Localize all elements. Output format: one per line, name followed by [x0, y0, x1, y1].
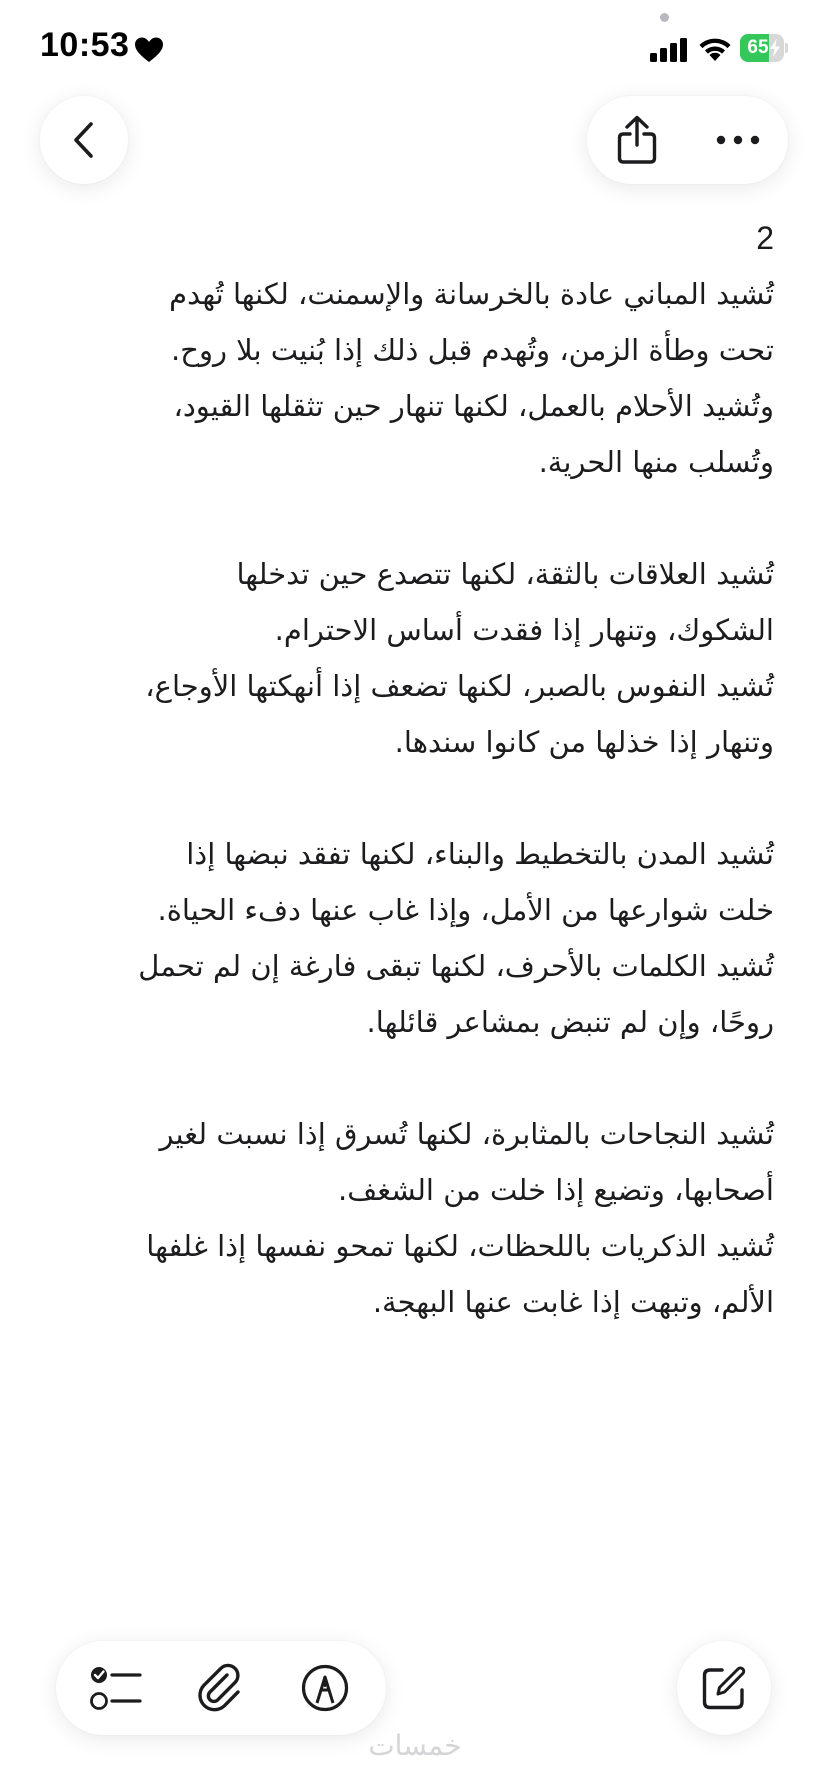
attachment-button[interactable] — [174, 1641, 268, 1735]
note-line: تُشيد الكلمات بالأحرف، لكنها تبقى فارغة إن لم تحمل — [138, 949, 774, 983]
status-bar — [0, 0, 828, 100]
compose-button[interactable] — [677, 1641, 771, 1735]
note-lines — [70, 266, 774, 1330]
status-time: 10:53 — [40, 26, 130, 64]
battery-cap — [785, 43, 788, 53]
note-line: تُشيد المدن بالتخطيط والبناء، لكنها تفقد نبضها إذا — [186, 837, 774, 871]
note-blank-line — [70, 490, 774, 546]
checklist-button[interactable] — [70, 1641, 164, 1735]
heart-icon — [134, 36, 164, 64]
note-line: روحًا، وإن لم تنبض بمشاعر قائلها. — [366, 1005, 774, 1039]
note-line: وتُشيد الأحلام بالعمل، لكنها تنهار حين تثقلها القيود، — [173, 389, 774, 423]
note-number-line: 2 — [756, 220, 774, 256]
note-line: تُشيد الذكريات باللحظات، لكنها تمحو نفسها إذا غلفها — [146, 1229, 774, 1263]
note-line: وتنهار إذا خذلها من كانوا سندها. — [394, 725, 774, 759]
note-line: تُشيد العلاقات بالثقة، لكنها تتصدع حين تدخلها — [236, 557, 774, 591]
note-line: الألم، وتبهت إذا غابت عنها البهجة. — [372, 1285, 774, 1319]
note-line: تحت وطأة الزمن، وتُهدم قبل ذلك إذا بُنيت بلا روح. — [171, 333, 774, 367]
ellipsis-icon — [716, 135, 760, 145]
battery-indicator — [740, 34, 788, 62]
note-line: تُشيد المباني عادة بالخرسانة والإسمنت، لكنها تُهدم — [169, 277, 774, 311]
camera-indicator-dot — [660, 13, 669, 22]
cellular-signal-icon — [650, 38, 690, 62]
compose-icon — [700, 1664, 748, 1712]
bottom-toolbar — [56, 1641, 386, 1735]
note-blank-line — [70, 1050, 774, 1106]
more-button[interactable] — [694, 96, 782, 184]
battery-body — [740, 34, 784, 62]
markup-button[interactable] — [278, 1641, 372, 1735]
share-icon — [615, 115, 659, 165]
note-blank-line — [70, 770, 774, 826]
note-line: وتُسلب منها الحرية. — [538, 445, 774, 479]
note-line: أصحابها، وتضيع إذا خلت من الشغف. — [337, 1173, 774, 1207]
note-line: الشكوك، وتنهار إذا فقدت أساس الاحترام. — [274, 613, 774, 647]
back-button[interactable] — [40, 96, 128, 184]
note-line: تُشيد النجاحات بالمثابرة، لكنها تُسرق إذا نسبت لغير — [159, 1117, 774, 1151]
chevron-left-icon — [70, 120, 98, 160]
nav-actions-group — [587, 96, 788, 184]
note-line: تُشيد النفوس بالصبر، لكنها تضعف إذا أنهكتها الأوجاع، — [145, 669, 774, 703]
battery-level: 65 — [747, 37, 769, 58]
watermark: خمسات — [368, 1729, 462, 1762]
pen-markup-icon — [300, 1663, 350, 1713]
paperclip-icon — [196, 1663, 246, 1713]
share-button[interactable] — [593, 96, 681, 184]
checklist-icon — [90, 1664, 144, 1712]
charging-bolt-icon — [769, 39, 781, 57]
note-line: خلت شوارعها من الأمل، وإذا غاب عنها دفء الحياة. — [157, 893, 774, 927]
note-body[interactable] — [70, 210, 774, 1330]
wifi-icon — [697, 34, 733, 62]
